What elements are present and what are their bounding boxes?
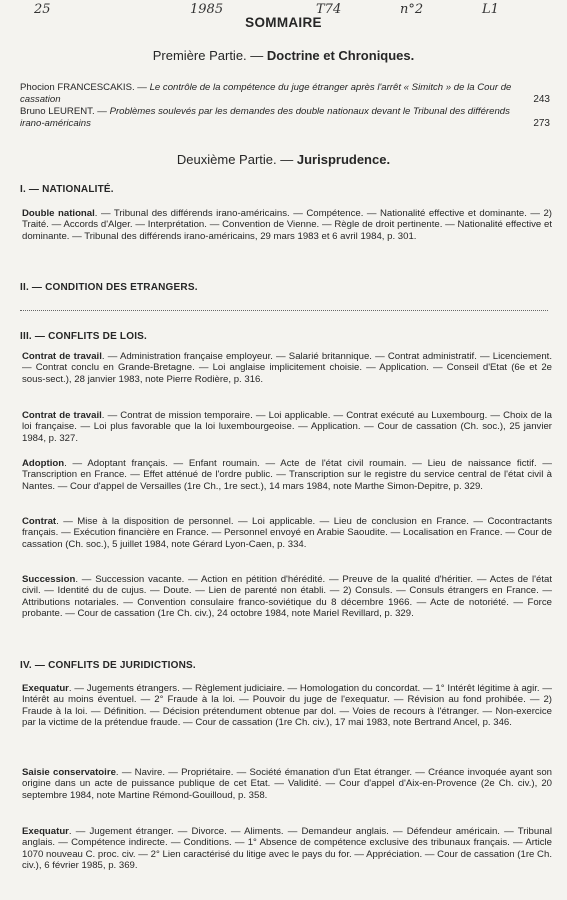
doctrine-entry-francescakis bbox=[20, 82, 550, 105]
part-one-title: Doctrine et Chroniques. bbox=[266, 48, 415, 63]
section-conflits-juridictions: IV. — CONFLITS DE JURIDICTIONS. bbox=[20, 660, 196, 671]
doctrine-entry-text bbox=[20, 106, 550, 129]
dotted-divider bbox=[20, 310, 548, 311]
entry-heading: Contrat de travail bbox=[22, 351, 102, 362]
entry-text: . — Succession vacante. — Action en pétition d'hérédité. — Preuve de la qualité d'héritier. — Actes de l'état civil. — Identité du de cujus. — Doute. — Lien de parenté non établi. — 2) Consuls. — Consuls étrangers en France. — Attributions notariales. — Convention consulaire franco-soviétique du 8 décembre 1966. — Acte de notoriété. — Force probante. — Cour de cassation (1re Ch. civ.), 24 octobre 1984, note Mariel Revillard, p. 329. bbox=[22, 574, 552, 620]
section-conflits-lois: III. — CONFLITS DE LOIS. bbox=[20, 331, 148, 342]
entry-saisie-conservatoire bbox=[22, 767, 552, 801]
part-two-label: Deuxième Partie. — bbox=[176, 152, 294, 167]
page-title: SOMMAIRE bbox=[245, 15, 322, 30]
part-one-heading bbox=[0, 48, 567, 63]
doctrine-title: Problèmes soulevés par les demandes des double nationaux devant le Tribunal des différends irano-américains bbox=[20, 106, 510, 129]
handwritten-note-issue: n°2 bbox=[400, 2, 424, 17]
entry-exequatur-2 bbox=[22, 826, 552, 872]
entry-heading: Double national bbox=[22, 208, 95, 219]
entry-text: . — Jugements étrangers. — Règlement judiciaire. — Homologation du concordat. — 1° Intérêt légitime à agir. — Intérêt au moins éventuel. — 2° Fraude à la loi. — Pouvoir du juge de l'exequatur. — Révision au fond prohibée. — 2) Fraude à la loi. — Définition. — Décision prétendument obtenue par dol. — Voies de recours à l'étranger. — Non-exercice par la victime de la prétendue fraude. — Cour de cassation (1re Ch. civ.), 17 mai 1983, note Bertrand Ancel, p. 346. bbox=[22, 683, 552, 729]
entry-text: . — Adoptant français. — Enfant roumain. — Acte de l'état civil roumain. — Lieu de naissance fictif. — Transcription en France. — Effet atténué de l'ordre public. — Transcription sur le registre du service central de l'état civil à Nantes. — Cour d'appel de Versailles (1re Ch., 1re sect.), 14 mars 1984, note Marthe Simon-Depitre, p. 329. bbox=[22, 458, 552, 492]
entry-contrat-travail-1 bbox=[22, 351, 552, 385]
entry-text: . — Jugement étranger. — Divorce. — Aliments. — Demandeur anglais. — Défendeur américain. — Tribunal anglais. — Compétence indirecte. — Conditions. — 1° Absence de compétence exclusive des tribunaux français. — Article 1070 nouveau C. proc. civ. — 2° Lien caractérisé du litige avec le pays du for. — Appréciation. — Cour de cassation (1re Ch. civ.), 6 février 1985, p. 369. bbox=[22, 826, 552, 872]
section-nationalite: I. — NATIONALITÉ. bbox=[20, 184, 114, 195]
entry-heading: Contrat bbox=[22, 516, 57, 527]
handwritten-note-25: 25 bbox=[34, 2, 51, 17]
entry-text: . — Administration française employeur. — Salarié britannique. — Contrat administratif. — Licenciement. — Contrat conclu en Grande-Bretagne. — Loi anglaise implicitement choisie. — Application. — Conseil d'Etat (6e et 2e sous-sect.), 28 janvier 1983, note Pierre Rodière, p. 316. bbox=[22, 351, 552, 385]
entry-succession bbox=[22, 574, 552, 620]
part-two-title: Jurisprudence. bbox=[296, 152, 391, 167]
entry-double-national bbox=[22, 208, 552, 242]
entry-contrat bbox=[22, 516, 552, 550]
entry-text: . — Navire. — Propriétaire. — Société émanation d'un Etat étranger. — Créance invoquée ayant son origine dans un acte de puissance publique de cet Etat. — Validité. — Cour d'appel d'Aix-en-Provence (2e Ch. civ.), 20 septembre 1984, note Martine Rémond-Gouilloud, p. 358. bbox=[22, 767, 552, 801]
entry-heading: Saisie conservatoire bbox=[22, 767, 116, 778]
part-two-heading bbox=[0, 152, 567, 167]
handwritten-note-1985: 1985 bbox=[190, 2, 224, 17]
doctrine-entry-text bbox=[20, 82, 550, 105]
handwritten-note-t74: T74 bbox=[316, 2, 342, 17]
entry-heading: Succession bbox=[22, 574, 76, 585]
entry-adoption bbox=[22, 458, 552, 492]
doctrine-title: Le contrôle de la compétence du juge étranger après l'arrêt « Simitch » de la Cour de cassation bbox=[20, 82, 512, 105]
handwritten-note-l1: L1 bbox=[482, 2, 499, 17]
entry-heading: Exequatur bbox=[22, 683, 69, 694]
doctrine-author: Phocion FRANCESCAKIS. — bbox=[20, 82, 147, 93]
entry-heading: Exequatur bbox=[22, 826, 69, 837]
entry-text: . — Tribunal des différends irano-américains. — Compétence. — Nationalité effective et dominante. — 2) Traité. — Accords d'Alger. — Interprétation. — Convention de Vienne. — Règle de droit pertinente. — Nationalité effective et dominante. — Tribunal des différends irano-américains, 29 mars 1983 et 6 avril 1984, p. 301. bbox=[22, 208, 552, 242]
entry-heading: Contrat de travail bbox=[22, 410, 102, 421]
doctrine-page: 273 bbox=[533, 117, 550, 129]
entry-text: . — Mise à la disposition de personnel. — Loi applicable. — Lieu de conclusion en France. — Cocontractants français. — Exécution financière en France. — Personnel envoyé en Arabie Saoudite. — Localisation en France. — Cour de cassation (Ch. soc.), 5 juillet 1984, note Gérard Lyon-Caen, p. 334. bbox=[22, 516, 552, 550]
doctrine-page: 243 bbox=[533, 93, 550, 105]
entry-heading: Adoption bbox=[22, 458, 65, 469]
section-condition-etrangers: II. — CONDITION DES ETRANGERS. bbox=[20, 282, 198, 293]
doctrine-author: Bruno LEURENT. — bbox=[20, 106, 107, 117]
part-one-label: Première Partie. — bbox=[152, 48, 264, 63]
doctrine-entry-leurent bbox=[20, 106, 550, 129]
entry-contrat-travail-2 bbox=[22, 410, 552, 444]
entry-text: . — Contrat de mission temporaire. — Loi applicable. — Contrat exécuté au Luxembourg. — Choix de la loi française. — Loi plus favorable que la loi luxembourgeoise. — Application. — Cour de cassation (Ch. soc.), 25 janvier 1984, p. 327. bbox=[22, 410, 552, 444]
entry-exequatur-1 bbox=[22, 683, 552, 729]
